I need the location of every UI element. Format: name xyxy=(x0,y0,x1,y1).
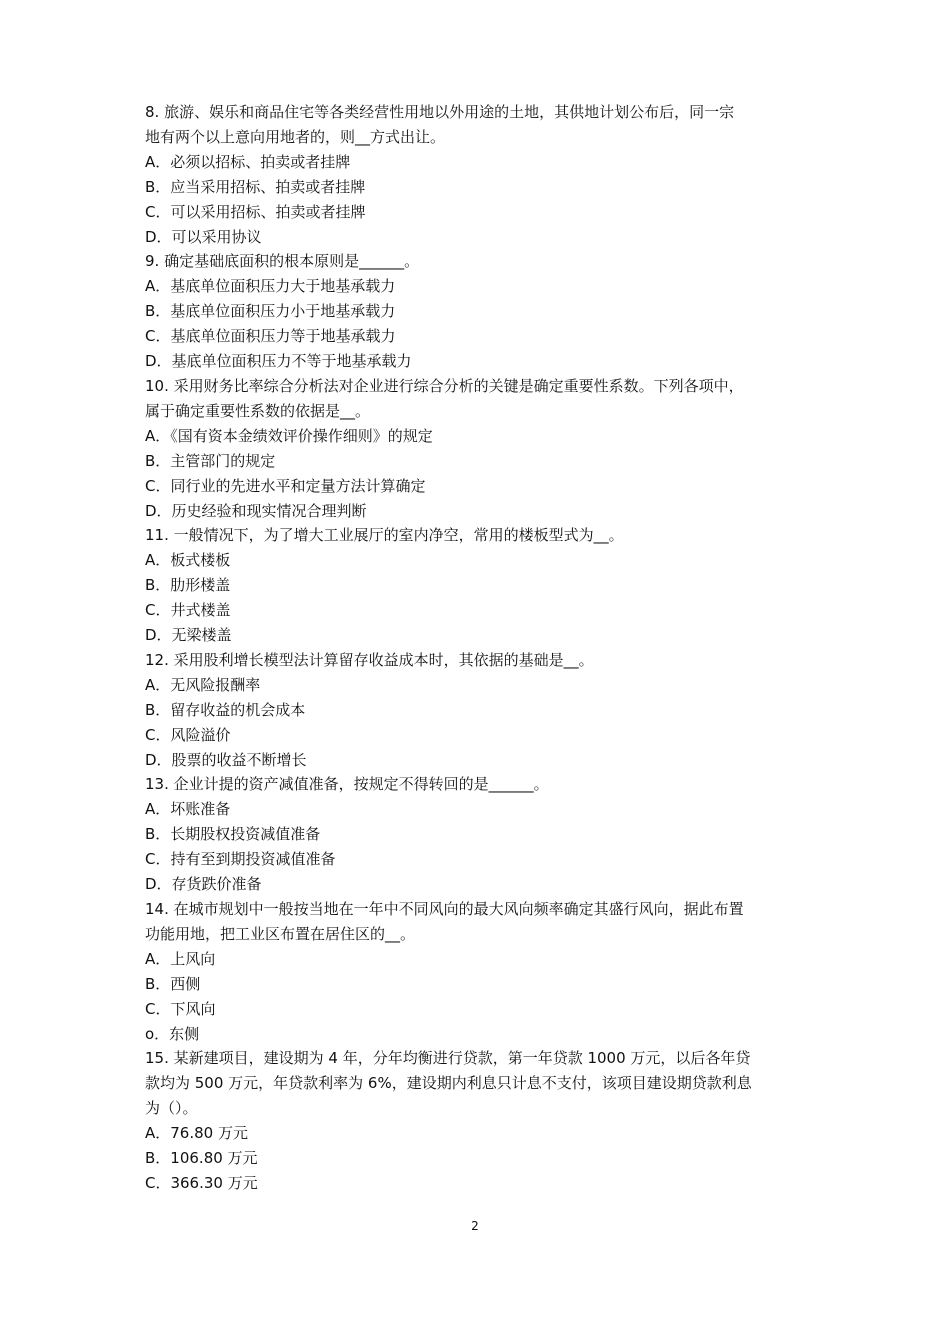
option-a: A．基底单位面积压力大于地基承载力 xyxy=(145,277,396,296)
option-d: o．东侧 xyxy=(145,1024,200,1043)
option-a: A．坏账准备 xyxy=(145,800,231,819)
question-stem: 功能用地，把工业区布置在居住区的__。 xyxy=(145,924,416,943)
question-stem: 15. 某新建项目，建设期为 4 年，分年均衡进行贷款，第一年贷款 1000 万元，以后各年贷 xyxy=(145,1049,751,1068)
option-b: B．西侧 xyxy=(145,974,201,993)
option-a: A．76.80 万元 xyxy=(145,1124,248,1143)
option-d: D．历史经验和现实情况合理判断 xyxy=(145,501,367,520)
question-13 xyxy=(145,772,810,897)
question-14 xyxy=(145,897,810,1046)
question-stem: 10. 采用财务比率综合分析法对企业进行综合分析的关键是确定重要性系数。下列各项中， xyxy=(145,376,744,395)
option-c: C．可以采用招标、拍卖或者挂牌 xyxy=(145,202,366,221)
option-c: C．下风向 xyxy=(145,999,216,1018)
option-c: C．基底单位面积压力等于地基承载力 xyxy=(145,327,396,346)
option-b: B．106.80 万元 xyxy=(145,1149,258,1168)
option-b: B．应当采用招标、拍卖或者挂牌 xyxy=(145,177,366,196)
option-b: B．长期股权投资减值准备 xyxy=(145,825,321,844)
question-stem: 11. 一般情况下，为了增大工业展厅的室内净空，常用的楼板型式为__。 xyxy=(145,526,624,545)
document-body xyxy=(145,100,810,1196)
option-a: A．无风险报酬率 xyxy=(145,675,261,694)
question-stem: 属于确定重要性系数的依据是__。 xyxy=(145,401,371,420)
option-d: D．存货跌价准备 xyxy=(145,875,262,894)
option-c: C．井式楼盖 xyxy=(145,601,231,620)
option-c: C．持有至到期投资减值准备 xyxy=(145,850,336,869)
option-d: D．无梁楼盖 xyxy=(145,626,232,645)
question-9 xyxy=(145,249,810,374)
option-c: C．366.30 万元 xyxy=(145,1173,258,1192)
question-stem: 14. 在城市规划中一般按当地在一年中不同风向的最大风向频率确定其盛行风向，据此布置 xyxy=(145,900,744,918)
option-d: D．可以采用协议 xyxy=(145,227,262,246)
question-stem: 9. 确定基础底面积的根本原则是______。 xyxy=(145,252,420,271)
option-a: A．必须以招标、拍卖或者挂牌 xyxy=(145,152,351,171)
question-stem: 地有两个以上意向用地者的，则__方式出让。 xyxy=(145,127,446,146)
question-stem: 8. 旅游、娱乐和商品住宅等各类经营性用地以外用途的土地，其供地计划公布后，同一宗 xyxy=(145,103,735,121)
question-11 xyxy=(145,523,810,648)
option-d: D．基底单位面积压力不等于地基承载力 xyxy=(145,352,412,371)
option-a: A．板式楼板 xyxy=(145,551,231,570)
question-stem: 款均为 500 万元，年贷款利率为 6%，建设期内利息只计息不支付，该项目建设期贷款利息 xyxy=(145,1074,752,1093)
question-stem: 为（）。 xyxy=(145,1099,198,1118)
option-c: C．风险溢价 xyxy=(145,725,231,744)
option-a: A．上风向 xyxy=(145,949,216,968)
question-8 xyxy=(145,100,810,249)
option-b: B．主管部门的规定 xyxy=(145,451,276,470)
page-number: 2 xyxy=(471,1219,479,1233)
question-15 xyxy=(145,1046,810,1195)
option-b: B．肋形楼盖 xyxy=(145,576,231,595)
option-c: C．同行业的先进水平和定量方法计算确定 xyxy=(145,476,426,495)
question-12 xyxy=(145,648,810,773)
option-d: D．股票的收益不断增长 xyxy=(145,750,307,769)
question-stem: 13. 企业计提的资产减值准备，按规定不得转回的是______。 xyxy=(145,775,549,794)
question-stem: 12. 采用股利增长模型法计算留存收益成本时，其依据的基础是__。 xyxy=(145,650,594,669)
option-b: B．留存收益的机会成本 xyxy=(145,700,306,719)
option-b: B．基底单位面积压力小于地基承载力 xyxy=(145,302,396,321)
question-10 xyxy=(145,374,810,523)
option-a: A．《国有资本金绩效评价操作细则》的规定 xyxy=(145,426,433,445)
